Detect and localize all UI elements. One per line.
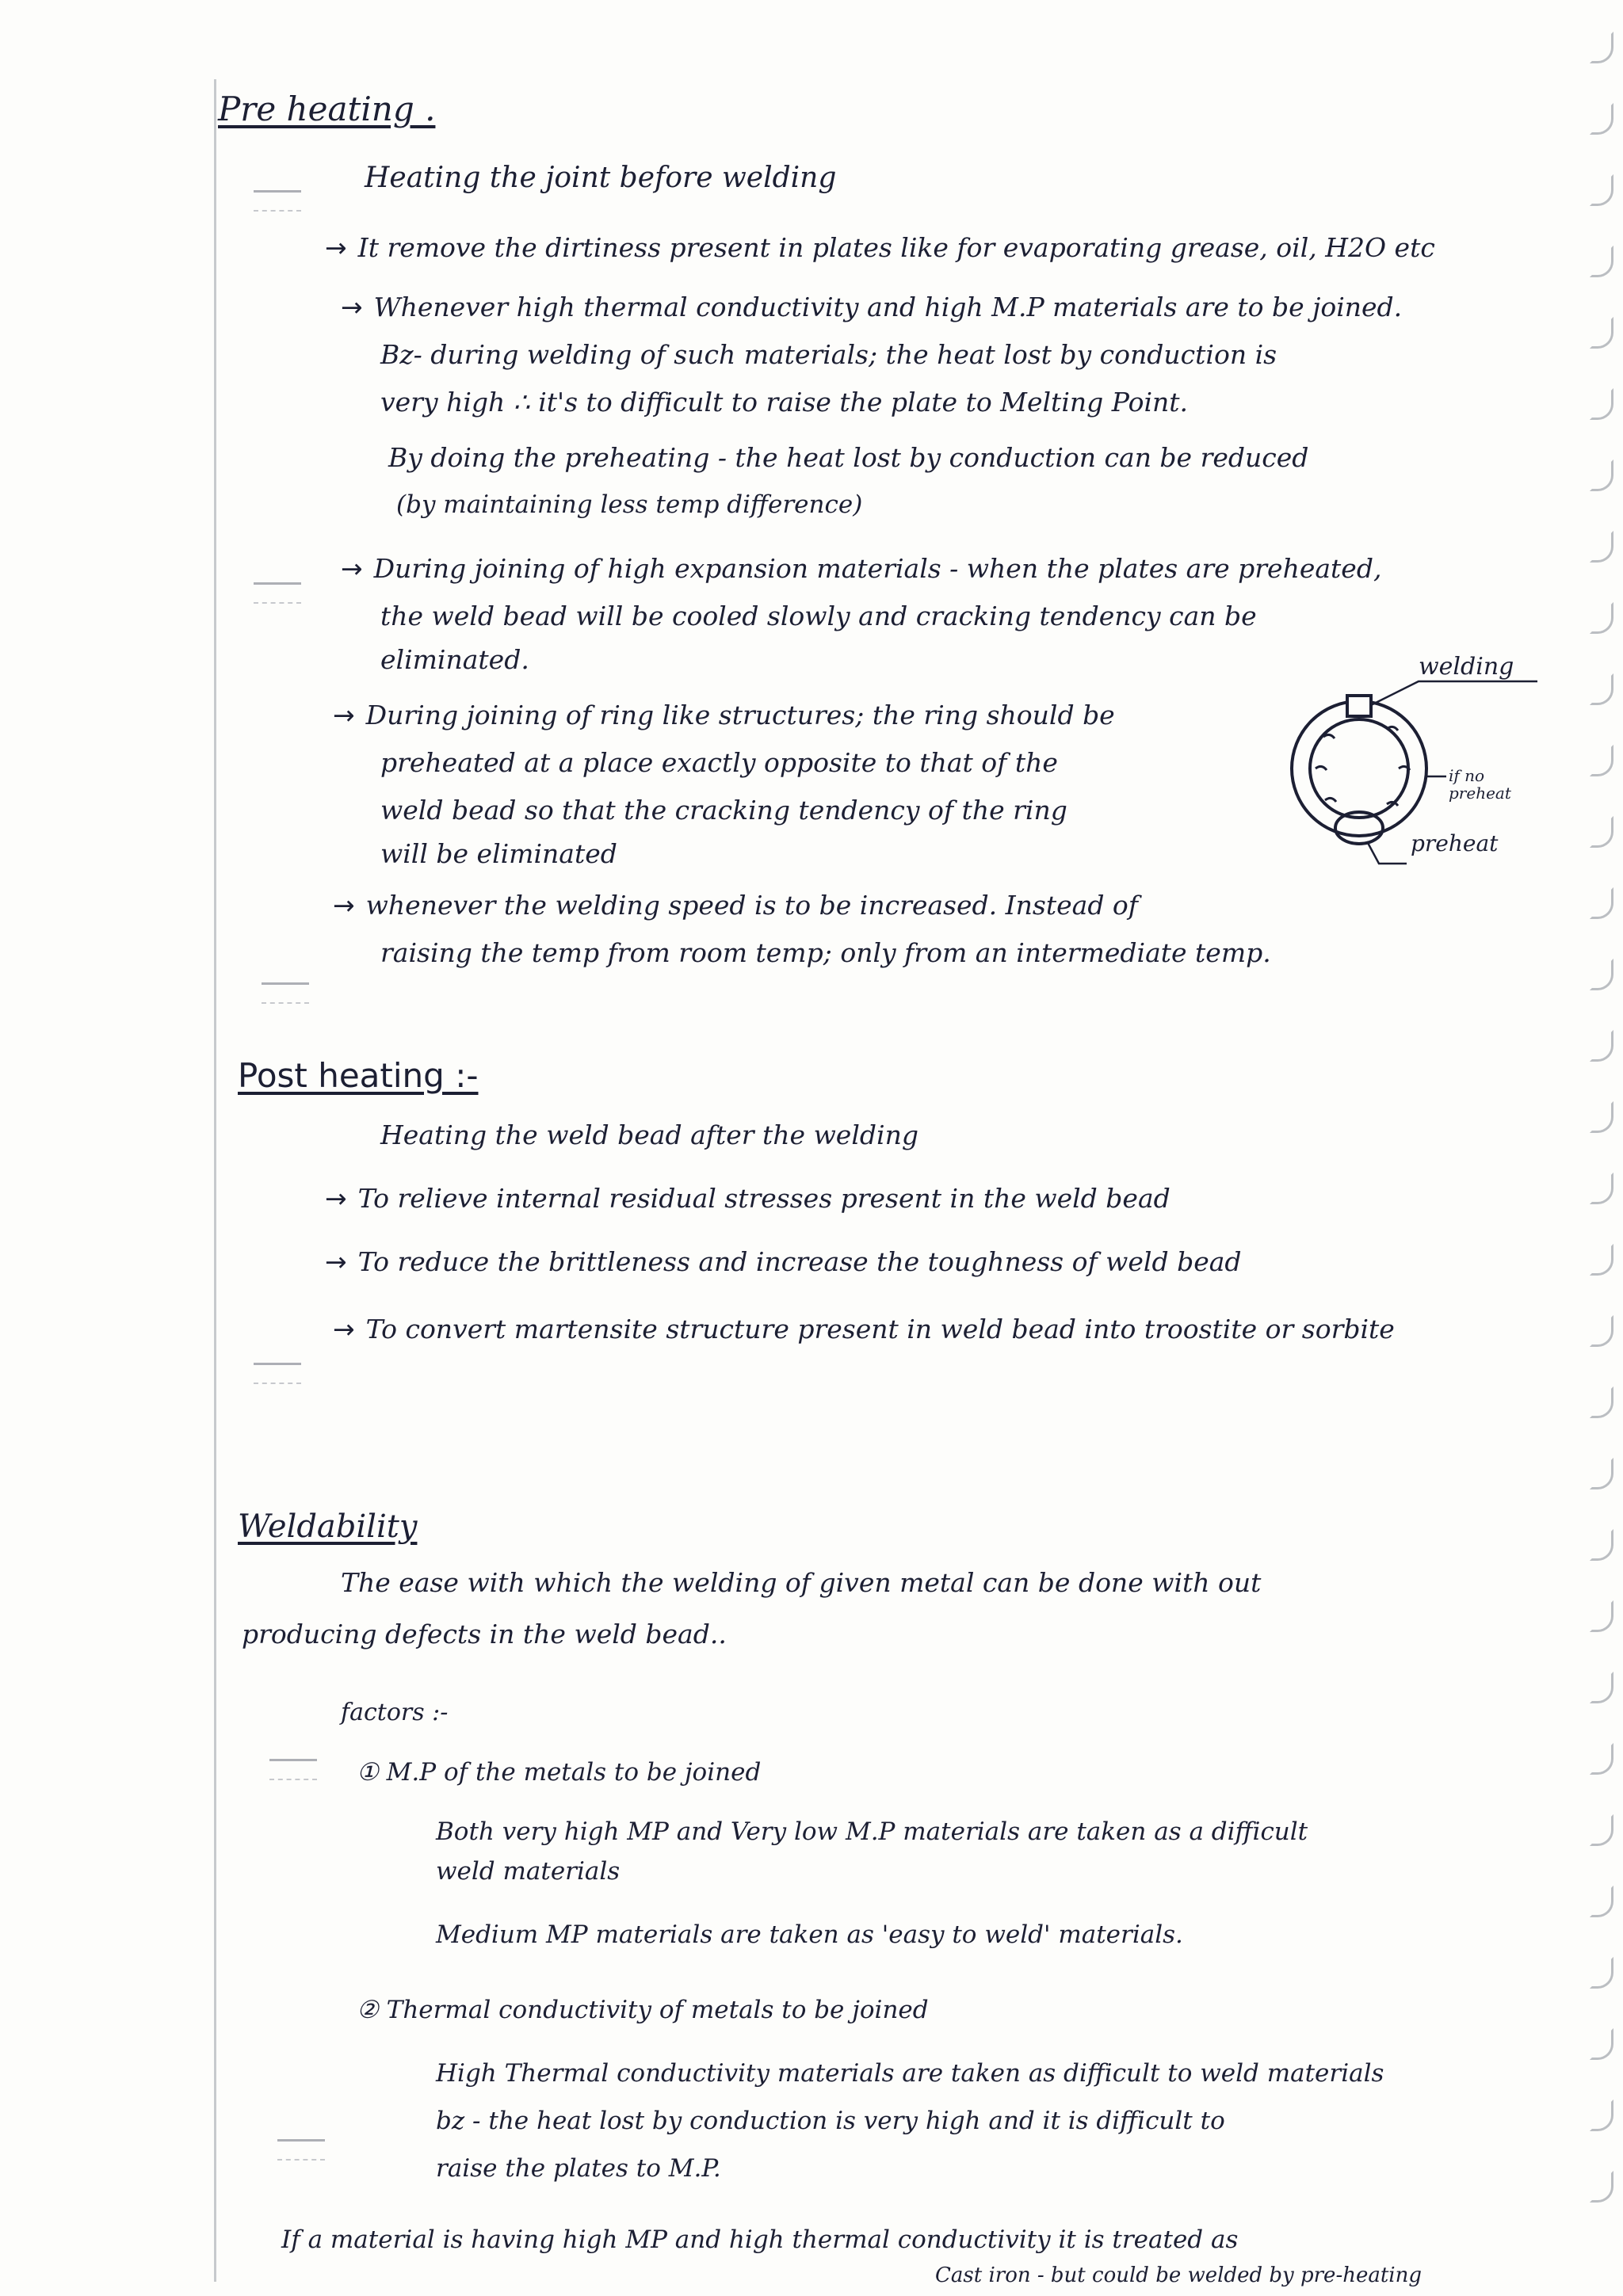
- preheating-text: weld bead so that the cracking tendency of the ring: [380, 795, 1067, 826]
- binding-ring: [1590, 1244, 1613, 1276]
- preheating-text: Bz- during welding of such materials; the heat lost by conduction is: [380, 339, 1277, 370]
- welding-leader: [1371, 681, 1537, 705]
- preheating-point: → Whenever high thermal conductivity and high M.P materials are to be joined.: [341, 292, 1403, 322]
- binding-ring: [1590, 1743, 1613, 1775]
- binding-ring: [1590, 745, 1613, 776]
- binding-ring: [1590, 2100, 1613, 2131]
- preheating-point: → During joining of ring like structures; the ring should be: [333, 700, 1115, 730]
- binding-ring: [1590, 1600, 1613, 1632]
- weld-gap: [1347, 696, 1371, 716]
- weldability-heading: Weldability: [238, 1508, 418, 1545]
- binding-ring: [1590, 531, 1613, 563]
- binding-ring: [1590, 1529, 1613, 1561]
- diagram-label-welding: welding: [1419, 653, 1514, 681]
- binding-ring: [1590, 317, 1613, 349]
- binding-ring: [1590, 1957, 1613, 1989]
- binding-ring: [1590, 1672, 1613, 1703]
- factor-1-title: ① M.P of the metals to be joined: [357, 1758, 762, 1787]
- factor-2-text: raise the plates to M.P.: [436, 2154, 721, 2183]
- preheating-text: (by maintaining less temp difference): [396, 490, 863, 519]
- preheating-heading: Pre heating .: [218, 90, 436, 128]
- margin-mark: [254, 1363, 301, 1384]
- diagram-label-if-no-preheat: if no preheat: [1449, 766, 1511, 803]
- preheat-leader: [1367, 841, 1407, 864]
- binding-ring: [1590, 816, 1613, 848]
- preheating-text: very high ∴ it's to difficult to raise the plate to Melting Point.: [380, 387, 1189, 418]
- binding-ring: [1590, 1030, 1613, 1062]
- binding-ring: [1590, 246, 1613, 277]
- spiral-binding: [1575, 32, 1623, 2282]
- weldability-definition: The ease with which the welding of given metal can be done with out: [341, 1567, 1262, 1598]
- preheating-text: eliminated.: [380, 644, 529, 675]
- binding-ring: [1590, 1886, 1613, 1917]
- diagram-label-preheat: preheat: [1411, 830, 1499, 856]
- postheating-heading: Post heating :-: [238, 1056, 479, 1095]
- binding-ring: [1590, 2171, 1613, 2203]
- ring-hatch: [1316, 727, 1410, 806]
- preheating-text: preheated at a place exactly opposite to that of the: [380, 747, 1058, 778]
- factor-1-text: weld materials: [436, 1857, 621, 1886]
- postheating-point: → To relieve internal residual stresses present in the weld bead: [325, 1183, 1170, 1214]
- postheating-definition: Heating the weld bead after the welding: [380, 1119, 918, 1150]
- binding-ring: [1590, 1173, 1613, 1204]
- footer-text: If a material is having high MP and high thermal conductivity it is treated as: [281, 2225, 1239, 2254]
- footer-text: Cast iron - but could be welded by pre-heating: [935, 2264, 1423, 2287]
- preheating-text: raising the temp from room temp; only from an intermediate temp.: [380, 937, 1271, 968]
- binding-ring: [1590, 388, 1613, 420]
- binding-ring: [1590, 1101, 1613, 1133]
- binding-ring: [1590, 602, 1613, 634]
- binding-ring: [1590, 2028, 1613, 2060]
- factor-2-title: ② Thermal conductivity of metals to be joined: [357, 1996, 929, 2024]
- factor-2-text: High Thermal conductivity materials are taken as difficult to weld materials: [436, 2059, 1384, 2088]
- margin-line: [214, 79, 216, 2282]
- preheating-text: will be eliminated: [380, 838, 617, 869]
- binding-ring: [1590, 959, 1613, 990]
- binding-ring: [1590, 460, 1613, 491]
- binding-ring: [1590, 1315, 1613, 1347]
- binding-ring: [1590, 103, 1613, 135]
- binding-ring: [1590, 1386, 1613, 1418]
- margin-mark: [254, 582, 301, 604]
- preheating-text: By doing the preheating - the heat lost by conduction can be reduced: [388, 442, 1309, 473]
- preheating-definition: Heating the joint before welding: [365, 162, 837, 194]
- preheating-text: the weld bead will be cooled slowly and cracking tendency can be: [380, 601, 1257, 631]
- preheating-point: → It remove the dirtiness present in plates like for evaporating grease, oil, H2O etc: [325, 232, 1435, 263]
- factor-2-text: bz - the heat lost by conduction is very high and it is difficult to: [436, 2107, 1225, 2135]
- binding-ring: [1590, 1814, 1613, 1846]
- postheating-point: → To convert martensite structure present in weld bead into troostite or sorbite: [333, 1314, 1395, 1344]
- binding-ring: [1590, 174, 1613, 206]
- factor-1-text: Both very high MP and Very low M.P materials are taken as a difficult: [436, 1817, 1308, 1846]
- factors-label: factors :-: [341, 1699, 449, 1726]
- margin-mark: [277, 2139, 325, 2161]
- binding-ring: [1590, 887, 1613, 919]
- postheating-point: → To reduce the brittleness and increase the toughness of weld bead: [325, 1246, 1242, 1277]
- binding-ring: [1590, 673, 1613, 705]
- binding-ring: [1590, 1458, 1613, 1489]
- ring-outer: [1292, 701, 1426, 836]
- weldability-definition: producing defects in the weld bead..: [242, 1619, 727, 1650]
- margin-mark: [262, 982, 309, 1004]
- margin-mark: [269, 1759, 317, 1780]
- factor-1-text: Medium MP materials are taken as 'easy to weld' materials.: [436, 1920, 1183, 1949]
- preheating-point: → whenever the welding speed is to be increased. Instead of: [333, 890, 1139, 921]
- margin-mark: [254, 190, 301, 212]
- preheating-point: → During joining of high expansion materials - when the plates are preheated,: [341, 553, 1382, 584]
- binding-ring: [1590, 32, 1613, 63]
